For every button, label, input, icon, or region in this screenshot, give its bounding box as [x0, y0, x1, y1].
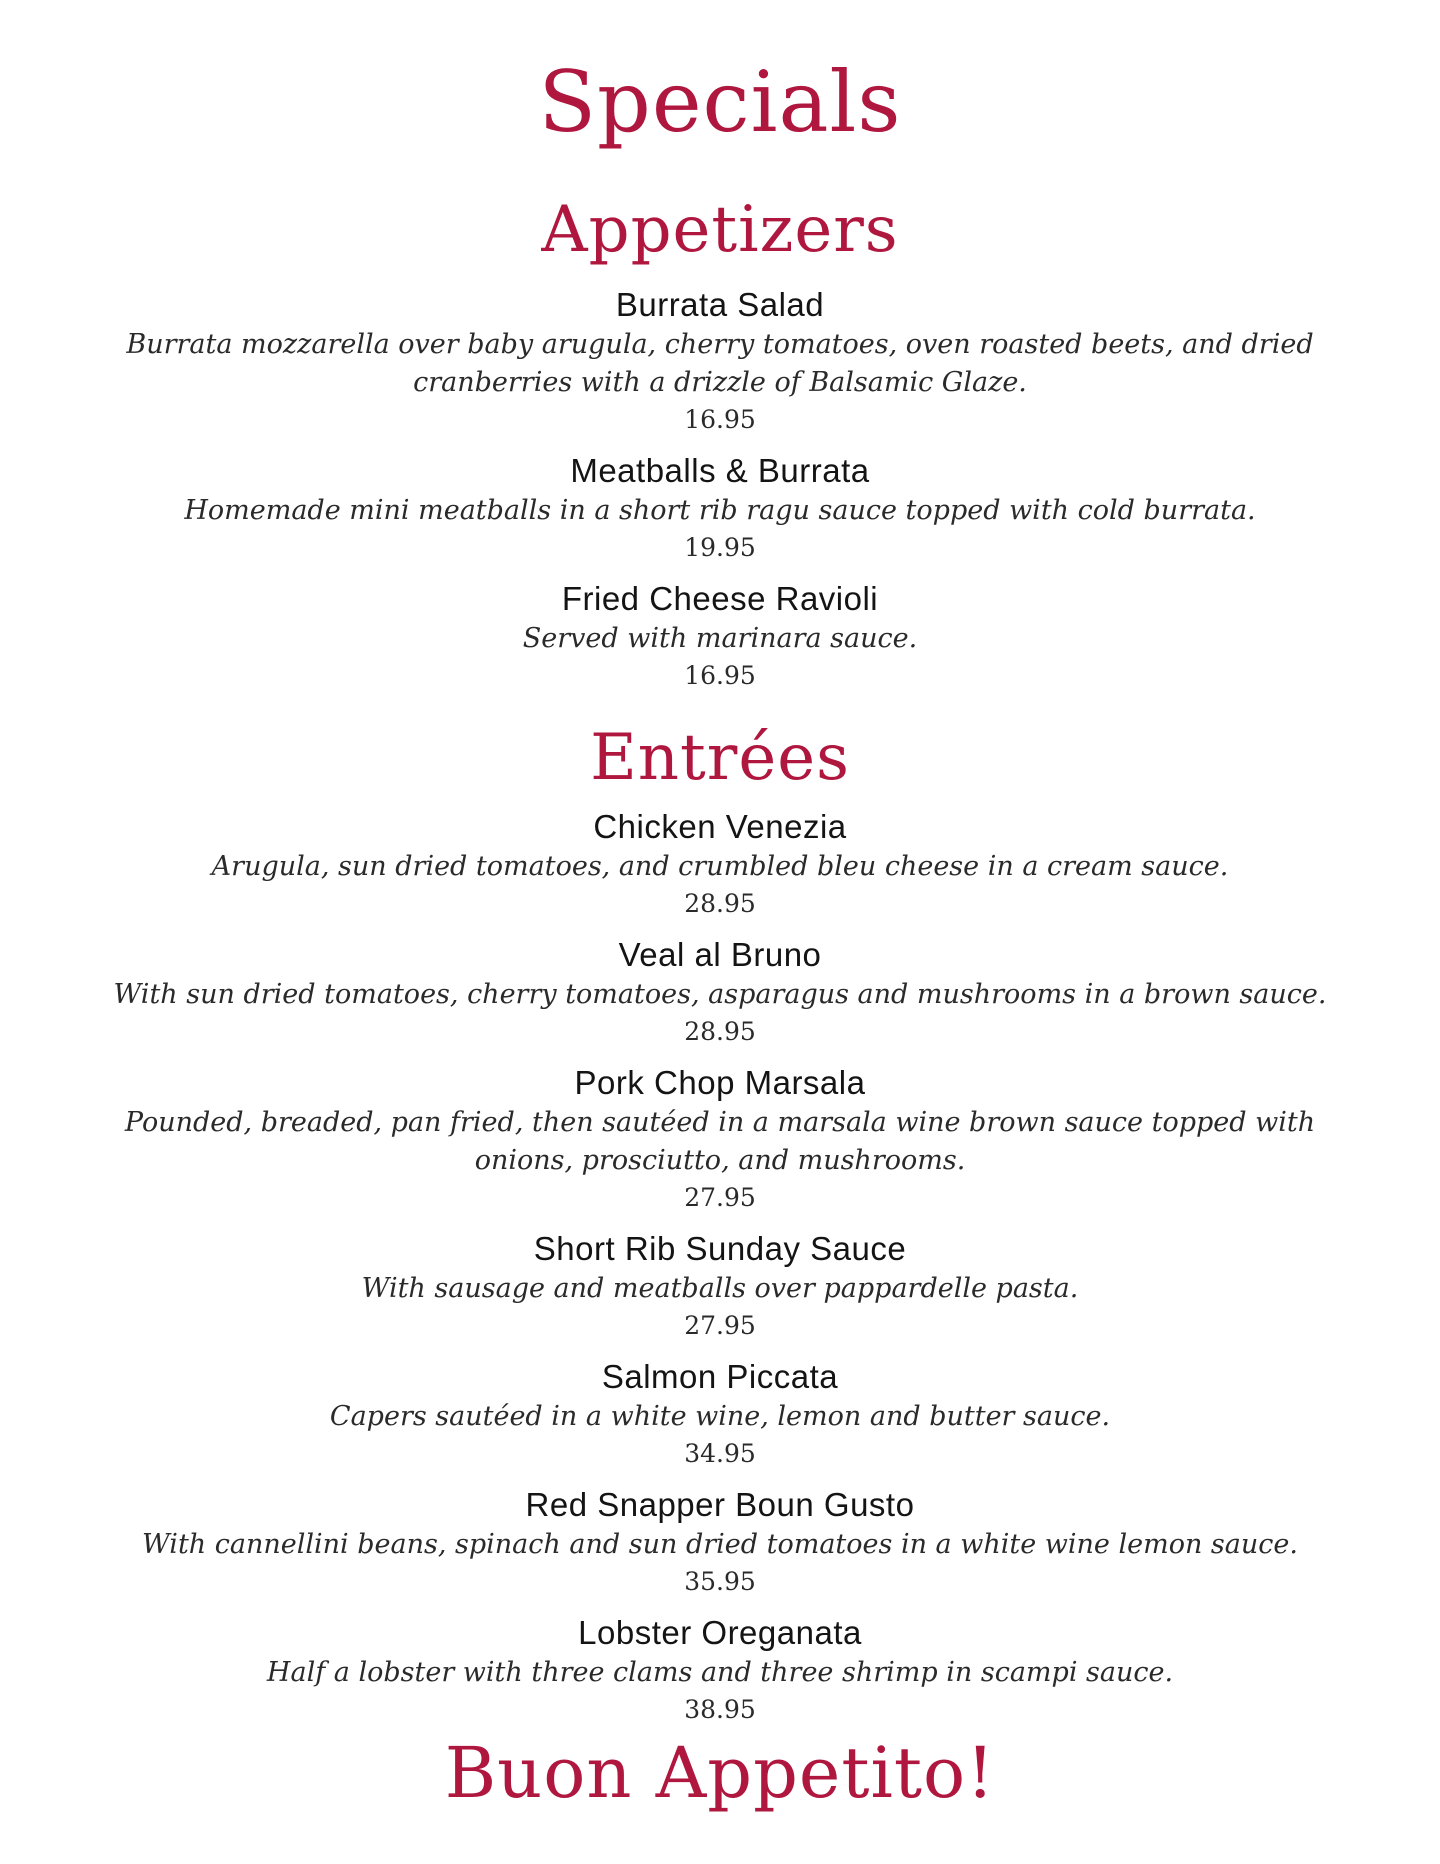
item-price: 27.95 — [684, 1311, 756, 1340]
item-name: Red Snapper Boun Gusto — [525, 1486, 915, 1523]
menu-item — [0, 1484, 1440, 1600]
item-description: Burrata mozzarella over baby arugula, cherry tomatoes, oven roasted beets, and dried cranberries with a drizzle of Balsamic Glaze. — [126, 329, 1314, 398]
item-description: With cannellini beans, spinach and sun dried tomatoes in a white wine lemon sauce. — [142, 1529, 1298, 1560]
item-price: 16.95 — [684, 661, 756, 690]
item-description: Arugula, sun dried tomatoes, and crumbled bleu cheese in a cream sauce. — [211, 851, 1229, 882]
menu-item — [0, 934, 1440, 1050]
menu-item — [0, 578, 1440, 694]
item-description: Pounded, breaded, pan fried, then sautéed in a marsala wine brown sauce topped with onions, prosciutto, and mushrooms. — [124, 1107, 1316, 1176]
item-name: Burrata Salad — [615, 286, 825, 323]
item-price: 34.95 — [684, 1439, 756, 1468]
item-name: Short Rib Sunday Sauce — [533, 1230, 907, 1267]
menu-item — [0, 1228, 1440, 1344]
item-price: 28.95 — [684, 1017, 756, 1046]
item-description: Served with marinara sauce. — [522, 623, 918, 654]
item-price: 16.95 — [684, 405, 756, 434]
item-description: Capers sautéed in a white wine, lemon and butter sauce. — [329, 1401, 1111, 1432]
item-name: Veal al Bruno — [618, 936, 822, 973]
item-name: Salmon Piccata — [601, 1358, 839, 1395]
page-title: Specials — [538, 53, 902, 151]
item-name: Fried Cheese Ravioli — [561, 580, 879, 617]
item-name: Chicken Venezia — [593, 808, 847, 845]
section-heading-entrees: Entrées — [590, 721, 850, 795]
menu-item — [0, 1356, 1440, 1472]
item-price: 19.95 — [684, 533, 756, 562]
item-price: 27.95 — [684, 1183, 756, 1212]
menu-item — [0, 1062, 1440, 1216]
item-price: 28.95 — [684, 889, 756, 918]
closing-message: Buon Appetito! — [444, 1732, 996, 1814]
item-description: Half a lobster with three clams and three shrimp in scampi sauce. — [266, 1657, 1174, 1688]
item-description: With sun dried tomatoes, cherry tomatoes, asparagus and mushrooms in a brown sauce. — [113, 979, 1327, 1010]
item-price: 35.95 — [684, 1567, 756, 1596]
item-name: Pork Chop Marsala — [574, 1064, 866, 1101]
entrees-list — [0, 806, 1440, 1740]
item-name: Lobster Oreganata — [578, 1614, 862, 1651]
item-description: With sausage and meatballs over pappardelle pasta. — [361, 1273, 1079, 1304]
menu-item — [0, 1612, 1440, 1728]
item-name: Meatballs & Burrata — [570, 452, 870, 489]
appetizers-list — [0, 284, 1440, 706]
menu-item — [0, 284, 1440, 438]
section-heading-appetizers: Appetizers — [541, 193, 899, 267]
item-price: 38.95 — [684, 1695, 756, 1724]
item-description: Homemade mini meatballs in a short rib ragu sauce topped with cold burrata. — [184, 495, 1256, 526]
menu-item — [0, 450, 1440, 566]
menu-item — [0, 806, 1440, 922]
